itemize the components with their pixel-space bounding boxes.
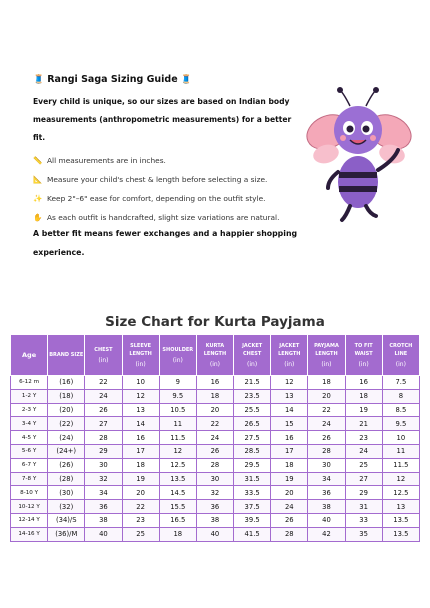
column-header: [308, 335, 345, 376]
table-cell: (24+): [48, 444, 85, 458]
column-header-label: Age: [22, 351, 37, 359]
table-cell: 25.5: [234, 403, 271, 417]
table-cell: 18: [159, 527, 196, 541]
table-cell: 11: [159, 417, 196, 431]
guide-bullet: [33, 170, 293, 189]
sizing-guide: [33, 74, 293, 227]
table-cell: (20): [48, 403, 85, 417]
column-header: [382, 335, 419, 376]
table-cell: 13.5: [159, 472, 196, 486]
table-cell: 28: [308, 444, 345, 458]
table-cell: 16: [271, 431, 308, 445]
table-cell: 7-8 Y: [11, 472, 48, 486]
table-cell: 11.5: [159, 431, 196, 445]
table-cell: 20: [196, 403, 233, 417]
table-cell: 11.5: [382, 458, 419, 472]
column-header-unit: (in): [284, 360, 295, 368]
table-cell: 22: [308, 403, 345, 417]
table-cell: (32): [48, 500, 85, 514]
column-header: [48, 335, 85, 376]
ruler-icon: 📏: [33, 156, 43, 165]
column-header-unit: (in): [358, 360, 369, 368]
table-cell: 12: [122, 389, 159, 403]
table-body: [11, 376, 420, 542]
table-row: [11, 431, 420, 445]
table-cell: 24: [345, 444, 382, 458]
table-cell: 28: [85, 431, 122, 445]
table-cell: 29.5: [234, 458, 271, 472]
table-row: [11, 389, 420, 403]
table-cell: 6-12 m: [11, 376, 48, 390]
column-header-label: KURTA LENGTH: [203, 342, 227, 357]
column-header-label: JACKET LENGTH: [278, 342, 301, 357]
table-cell: 10-12 Y: [11, 500, 48, 514]
table-cell: 31: [345, 500, 382, 514]
column-header: [271, 335, 308, 376]
table-cell: 22: [85, 376, 122, 390]
guide-bullet: [33, 151, 293, 170]
table-cell: 22: [122, 500, 159, 514]
table-cell: 3-4 Y: [11, 417, 48, 431]
table-row: [11, 527, 420, 541]
column-header-unit: (in): [395, 360, 406, 368]
table-cell: 8-10 Y: [11, 486, 48, 500]
thread-spool-icon: 🧵: [33, 74, 45, 85]
table-cell: 18: [345, 389, 382, 403]
table-row: [11, 500, 420, 514]
guide-intro: Every child is unique, so our sizes are based on Indian body measurements (anthropometric measurements) for a better fit.: [33, 97, 292, 142]
size-chart-title: [0, 314, 430, 330]
table-cell: (30): [48, 486, 85, 500]
table-row: [11, 513, 420, 527]
table-cell: 35: [345, 527, 382, 541]
size-chart-title-text: Size Chart for Kurta Payjama: [105, 314, 325, 330]
table-cell: 23.5: [234, 389, 271, 403]
guide-bullet-text: Measure your child's chest & length before selecting a size.: [47, 175, 268, 184]
table-cell: 13: [122, 403, 159, 417]
thread-spool-icon: 🧵: [180, 74, 192, 85]
table-cell: 38: [308, 500, 345, 514]
table-cell: 28.5: [234, 444, 271, 458]
table-cell: 26.5: [234, 417, 271, 431]
table-cell: 28: [196, 458, 233, 472]
table-cell: 26: [271, 513, 308, 527]
table-cell: 22: [196, 417, 233, 431]
table-cell: 30: [308, 458, 345, 472]
table-cell: 9: [159, 376, 196, 390]
table-cell: 6-7 Y: [11, 458, 48, 472]
column-header-label: SLEEVE LENGTH: [129, 342, 152, 357]
column-header: [345, 335, 382, 376]
column-header: [159, 335, 196, 376]
column-header-label: CHEST: [94, 346, 113, 353]
table-cell: (26): [48, 458, 85, 472]
column-header-label: TO FIT WAIST: [354, 342, 373, 357]
table-cell: 12.5: [382, 486, 419, 500]
table-cell: 26: [85, 403, 122, 417]
table-cell: (34)/S: [48, 513, 85, 527]
column-header-label: JACKET CHEST: [242, 342, 263, 357]
table-cell: 12-14 Y: [11, 513, 48, 527]
table-cell: 36: [196, 500, 233, 514]
table-cell: 39.5: [234, 513, 271, 527]
table-cell: 20: [122, 486, 159, 500]
table-cell: 18: [308, 376, 345, 390]
guide-title: [33, 74, 293, 85]
table-cell: 18: [271, 458, 308, 472]
table-cell: 17: [271, 444, 308, 458]
table-cell: 9.5: [159, 389, 196, 403]
table-cell: 13: [382, 500, 419, 514]
table-row: [11, 472, 420, 486]
table-cell: 27.5: [234, 431, 271, 445]
table-cell: 24: [196, 431, 233, 445]
table-cell: 36: [85, 500, 122, 514]
guide-bullet-text: All measurements are in inches.: [47, 156, 166, 165]
guide-bullets: [33, 151, 293, 227]
guide-title-text: Rangi Saga Sizing Guide: [47, 74, 178, 85]
table-cell: 33.5: [234, 486, 271, 500]
table-cell: 12: [271, 376, 308, 390]
column-header-unit: (in): [172, 356, 183, 364]
table-cell: 27: [345, 472, 382, 486]
column-header-unit: (in): [209, 360, 221, 368]
table-cell: (28): [48, 472, 85, 486]
table-cell: 10: [382, 431, 419, 445]
table-cell: 24: [308, 417, 345, 431]
table-header-row: [11, 335, 420, 376]
column-header-label: CROTCH LINE: [389, 342, 413, 357]
table-cell: 21: [345, 417, 382, 431]
triangle-ruler-icon: 📐: [33, 175, 43, 184]
table-cell: 42: [308, 527, 345, 541]
table-cell: 29: [345, 486, 382, 500]
table-cell: 36: [308, 486, 345, 500]
column-header-unit: (in): [135, 360, 146, 368]
table-cell: 19: [345, 403, 382, 417]
table-cell: (36)/M: [48, 527, 85, 541]
table-row: [11, 376, 420, 390]
table-cell: 8: [382, 389, 419, 403]
table-cell: 37.5: [234, 500, 271, 514]
table-cell: 34: [308, 472, 345, 486]
table-cell: 25: [345, 458, 382, 472]
hand-icon: ✋: [33, 213, 43, 222]
table-cell: 27: [85, 417, 122, 431]
sparkle-icon: ✨: [33, 194, 43, 203]
table-cell: 16: [196, 376, 233, 390]
table-cell: 16: [122, 431, 159, 445]
table-cell: 13: [271, 389, 308, 403]
table-cell: 2-3 Y: [11, 403, 48, 417]
table-cell: 24: [271, 500, 308, 514]
table-cell: 26: [196, 444, 233, 458]
table-cell: 40: [196, 527, 233, 541]
column-header-unit: (in): [247, 360, 258, 368]
column-header: [234, 335, 271, 376]
column-header-unit: (in): [98, 356, 109, 364]
table-cell: 16: [345, 376, 382, 390]
guide-bullet-text: As each outfit is handcrafted, slight size variations are natural.: [47, 213, 280, 222]
table-cell: 32: [196, 486, 233, 500]
table-cell: 40: [308, 513, 345, 527]
table-cell: 34: [85, 486, 122, 500]
bee-mascot-icon: [298, 84, 418, 224]
table-cell: 18: [122, 458, 159, 472]
table-cell: 30: [196, 472, 233, 486]
table-cell: 5-6 Y: [11, 444, 48, 458]
table-cell: 17: [122, 444, 159, 458]
table-cell: (16): [48, 376, 85, 390]
table-cell: 9.5: [382, 417, 419, 431]
table-cell: 21.5: [234, 376, 271, 390]
table-cell: 41.5: [234, 527, 271, 541]
table-cell: 25: [122, 527, 159, 541]
column-header-label: SHOULDER: [162, 346, 194, 353]
table-cell: 26: [308, 431, 345, 445]
table-cell: 18: [196, 389, 233, 403]
table-cell: 38: [196, 513, 233, 527]
column-header-unit: (in): [321, 360, 332, 368]
table-cell: 20: [308, 389, 345, 403]
table-cell: 14: [122, 417, 159, 431]
table-cell: (22): [48, 417, 85, 431]
table-cell: 15: [271, 417, 308, 431]
table-cell: 30: [85, 458, 122, 472]
column-header: [85, 335, 122, 376]
table-cell: (18): [48, 389, 85, 403]
table-cell: 10.5: [159, 403, 196, 417]
table-cell: 24: [85, 389, 122, 403]
guide-bullet: [33, 189, 293, 208]
fit-note: A better fit means fewer exchanges and a happier shopping experience.: [33, 229, 298, 257]
table-row: [11, 444, 420, 458]
table-row: [11, 486, 420, 500]
table-cell: 4-5 Y: [11, 431, 48, 445]
table-cell: 14: [271, 403, 308, 417]
table-cell: 7.5: [382, 376, 419, 390]
table-cell: 1-2 Y: [11, 389, 48, 403]
table-cell: (24): [48, 431, 85, 445]
table-cell: 40: [85, 527, 122, 541]
table-cell: 19: [271, 472, 308, 486]
guide-bullet-text: Keep 2"–6" ease for comfort, depending on the outfit style.: [47, 194, 266, 203]
table-cell: 12: [382, 472, 419, 486]
table-cell: 12: [159, 444, 196, 458]
column-header-label: BRAND SIZE: [49, 352, 84, 358]
table-cell: 14.5: [159, 486, 196, 500]
table-cell: 12.5: [159, 458, 196, 472]
table-cell: 14-16 Y: [11, 527, 48, 541]
table-cell: 29: [85, 444, 122, 458]
table-cell: 33: [345, 513, 382, 527]
column-header: [11, 335, 48, 376]
table-cell: 38: [85, 513, 122, 527]
table-cell: 23: [345, 431, 382, 445]
table-cell: 13.5: [382, 513, 419, 527]
table-cell: 28: [271, 527, 308, 541]
column-header-label: PAYJAMA LENGTH: [314, 342, 339, 357]
table-row: [11, 403, 420, 417]
table-cell: 31.5: [234, 472, 271, 486]
size-chart-table: [10, 334, 420, 542]
table-cell: 32: [85, 472, 122, 486]
table-cell: 19: [122, 472, 159, 486]
column-header: [196, 335, 233, 376]
column-header: [122, 335, 159, 376]
table-cell: 11: [382, 444, 419, 458]
table-cell: 8.5: [382, 403, 419, 417]
table-cell: 13.5: [382, 527, 419, 541]
table-cell: 16.5: [159, 513, 196, 527]
table-cell: 20: [271, 486, 308, 500]
table-cell: 23: [122, 513, 159, 527]
table-row: [11, 458, 420, 472]
table-cell: 10: [122, 376, 159, 390]
table-row: [11, 417, 420, 431]
table-cell: 15.5: [159, 500, 196, 514]
